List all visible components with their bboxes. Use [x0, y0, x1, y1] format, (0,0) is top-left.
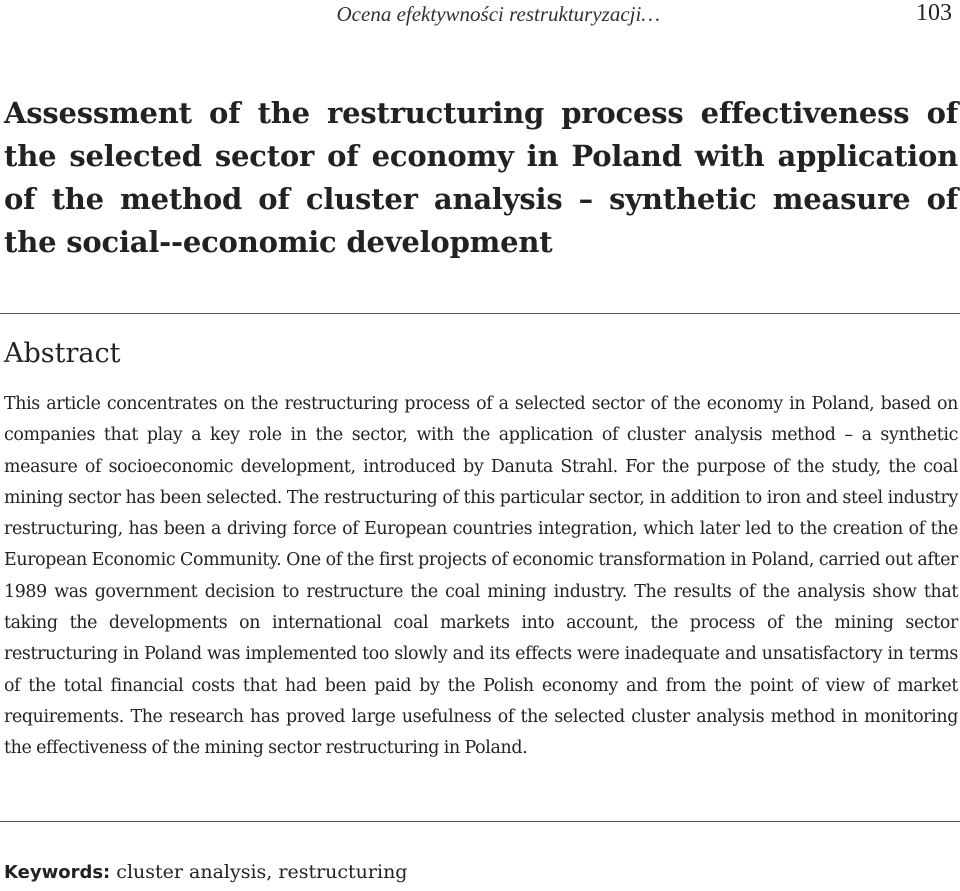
bottom-divider: [0, 821, 960, 822]
abstract-text: This article concentrates on the restructuring process of a selected sector of the economy in Poland, based on companies that play a key role in the sector, with the application of cluster analysis method – a synthetic measure of socioeconomic development, introduced by Danuta Strahl. For the purpose of the study, the coal mining sector has been selected. The restructuring of this particular sector, in addition to iron and steel industry restructuring, has been a driving force of European countries integration, which later led to the creation of the European Economic Community. One of the first projects of economic transformation in Poland, carried out after 1989 was government decision to restructure the coal mining industry. The results of the analysis show that taking the developments on international coal markets into account, the process of the mining sector restructuring in Poland was implemented too slowly and its effects were inadequate and unsatisfactory in terms of the total financial costs that had been paid by the Polish economy and from the point of view of market requirements. The research has proved large usefulness of the selected cluster analysis method in monitoring the effectiveness of the mining sector restructuring in Poland.: [4, 394, 958, 759]
keywords-label: Keywords:: [4, 862, 111, 883]
running-head: [0, 0, 960, 40]
page-number: 103: [916, 0, 952, 26]
keywords-value: cluster analysis, restructuring: [116, 861, 408, 883]
running-title: Ocena efektywności restrukturyzacji…: [336, 2, 660, 26]
article-title: Assessment of the restructuring process effectiveness of the selected sector of economy in Poland with application of the method of cluster analysis – synthetic measure of the social--economic development: [4, 96, 958, 259]
keywords: [4, 858, 407, 887]
top-divider: [0, 313, 960, 314]
abstract-heading: Abstract: [4, 338, 121, 369]
